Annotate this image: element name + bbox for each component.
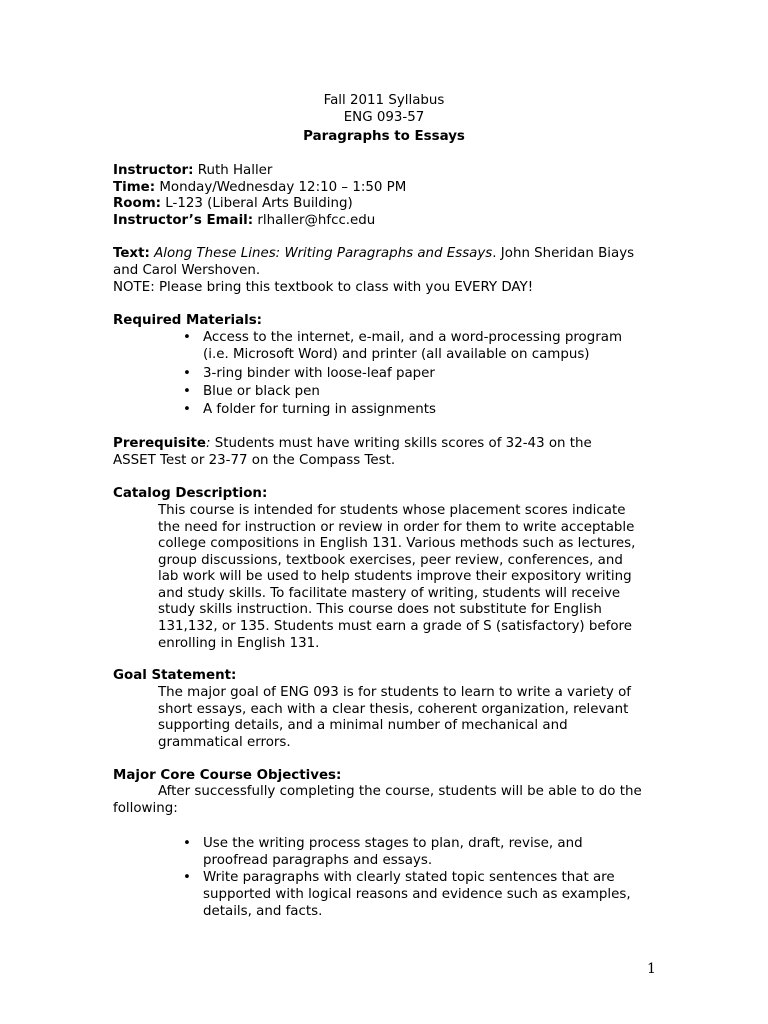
- time-value: Monday/Wednesday 12:10 – 1:50 PM: [155, 180, 407, 195]
- email-label: Instructor’s Email:: [113, 213, 254, 228]
- catalog-line: the need for instruction or review in order for them to write acceptable: [158, 519, 635, 535]
- objectives-intro-continued: following:: [113, 801, 178, 816]
- email-line: [113, 213, 375, 230]
- page-number: 1: [647, 961, 656, 977]
- room-label: Room:: [113, 196, 162, 211]
- syllabus-term: Fall 2011 Syllabus: [323, 93, 445, 108]
- objective-item-continued: proofread paragraphs and essays.: [203, 853, 433, 868]
- text-label: Text:: [113, 246, 150, 261]
- catalog-line: enrolling in English 131.: [158, 636, 320, 651]
- textbook-authors: . John Sheridan Biays: [492, 246, 635, 261]
- catalog-line: and study skills. To facilitate mastery of writing, students will receive: [158, 585, 621, 601]
- instructor-label: Instructor:: [113, 163, 194, 178]
- catalog-line: college compositions in English 131. Various methods such as lectures,: [158, 536, 636, 551]
- bullet-icon: •: [183, 384, 191, 399]
- prerequisite-colon: :: [205, 436, 211, 451]
- goal-line: The major goal of ENG 093 is for students to learn to write a variety of: [158, 685, 631, 700]
- bullet-icon: •: [183, 330, 191, 345]
- bullet-icon: •: [183, 366, 191, 381]
- objective-item-continued: supported with logical reasons and evidence such as examples,: [203, 887, 631, 902]
- goal-line: short essays, each with a clear thesis, coherent organization, relevant: [158, 701, 629, 717]
- goal-line: supporting details, and a minimal number of mechanical and: [158, 718, 568, 733]
- bullet-icon: •: [183, 870, 191, 885]
- material-item-continued: (i.e. Microsoft Word) and printer (all available on campus): [203, 347, 590, 362]
- instructor-line: [113, 163, 272, 180]
- bullet-icon: •: [183, 836, 191, 851]
- catalog-line: group discussions, textbook exercises, peer review, conferences, and: [158, 552, 623, 568]
- prerequisite-text: Students must have writing skills scores of 32-43 on the: [210, 436, 592, 451]
- material-item: Access to the internet, e-mail, and a word-processing program: [203, 330, 622, 345]
- bullet-icon: •: [183, 402, 191, 417]
- textbook-title: Along These Lines: Writing Paragraphs and Essays: [154, 246, 493, 261]
- prerequisite-label: Prerequisite: [113, 436, 206, 451]
- course-title: Paragraphs to Essays: [303, 129, 465, 144]
- catalog-line: This course is intended for students whose placement scores indicate: [158, 503, 626, 518]
- catalog-line: study skills instruction. This course does not substitute for English: [158, 602, 602, 617]
- objective-item-continued: details, and facts.: [203, 904, 323, 919]
- objective-item: Use the writing process stages to plan, draft, revise, and: [203, 836, 583, 851]
- goal-heading: Goal Statement:: [113, 668, 237, 683]
- time-line: [113, 180, 406, 197]
- catalog-line: lab work will be used to help students improve their expository writing: [158, 569, 632, 584]
- required-materials-heading: Required Materials:: [113, 313, 263, 328]
- material-item: Blue or black pen: [203, 384, 320, 399]
- textbook-authors-line2: and Carol Wershoven.: [113, 263, 261, 278]
- room-line: [113, 196, 353, 213]
- goal-line: grammatical errors.: [158, 735, 291, 750]
- catalog-heading: Catalog Description:: [113, 486, 268, 501]
- material-item: A folder for turning in assignments: [203, 402, 436, 417]
- prerequisite-line: [113, 436, 592, 453]
- material-item: 3-ring binder with loose-leaf paper: [203, 366, 435, 381]
- objective-item: Write paragraphs with clearly stated topic sentences that are: [203, 870, 615, 885]
- textbook-note: NOTE: Please bring this textbook to class with you EVERY DAY!: [113, 280, 534, 295]
- objectives-heading: Major Core Course Objectives:: [113, 768, 342, 783]
- course-code: ENG 093-57: [343, 110, 425, 125]
- catalog-line: 131,132, or 135. Students must earn a grade of S (satisfactory) before: [158, 619, 633, 634]
- email-value: rlhaller@hfcc.edu: [253, 213, 376, 228]
- text-line: [113, 246, 634, 263]
- time-label: Time:: [113, 180, 156, 195]
- instructor-value: Ruth Haller: [193, 163, 273, 178]
- prerequisite-text-line2: ASSET Test or 23-77 on the Compass Test.: [113, 453, 396, 468]
- room-value: L-123 (Liberal Arts Building): [161, 196, 353, 211]
- objectives-intro: After successfully completing the course, students will be able to do the: [158, 784, 642, 799]
